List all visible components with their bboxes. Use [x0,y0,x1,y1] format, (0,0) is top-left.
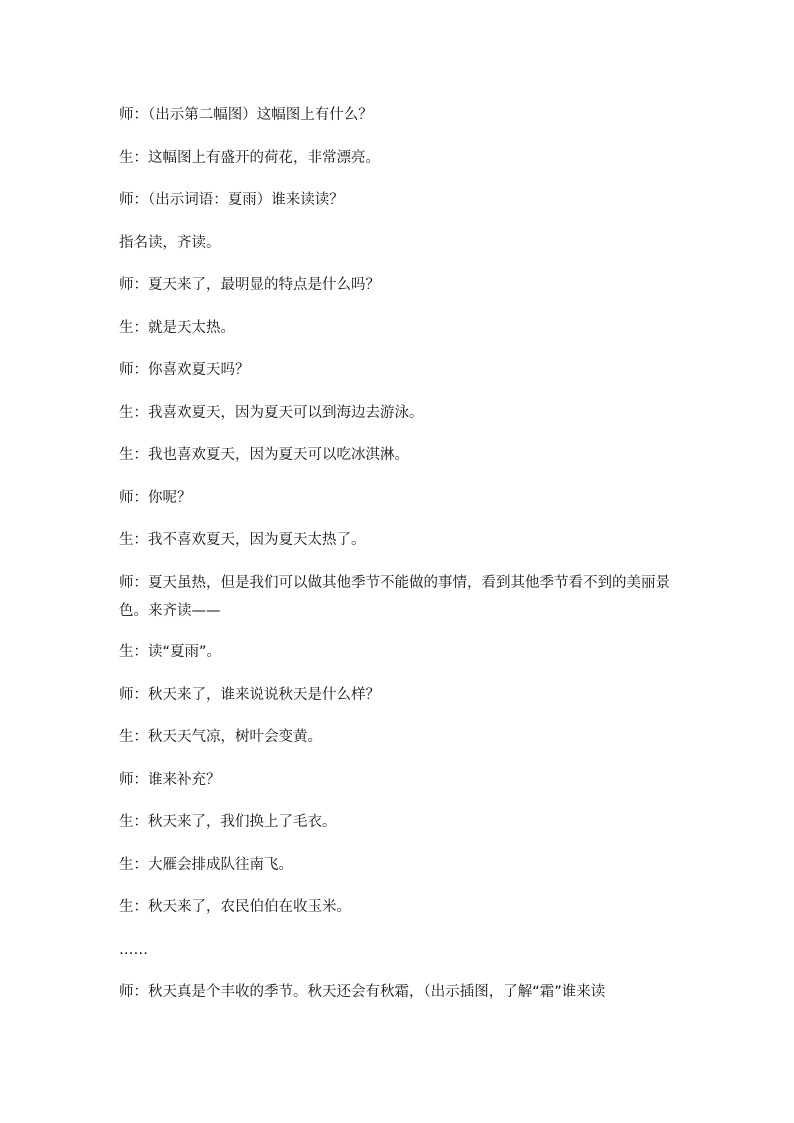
document-body [119,101,679,1021]
paragraph: 生：就是天太热。 [119,319,235,336]
paragraph: 生：大雁会排成队往南飞。 [119,856,293,873]
paragraph: 生：秋天来了，我们换上了毛衣。 [119,814,337,830]
paragraph: 生：我也喜欢夏天，因为夏天可以吃冰淇淋。 [119,447,409,463]
paragraph: 生：我喜欢夏天，因为夏天可以到海边去游泳。 [119,404,424,421]
paragraph: 生：秋天来了，农民伯伯在收玉米。 [119,899,351,915]
paragraph: 师：（出示第二幅图）这幅图上有什么？ [119,107,373,123]
paragraph: 生：读“夏雨”。 [119,644,222,660]
paragraph: 师：秋天来了，谁来说说秋天是什么样？ [119,686,380,703]
paragraph: 生：这幅图上有盛开的荷花，非常漂亮。 [119,149,380,166]
paragraph: 师：谁来补充？ [119,771,221,788]
paragraph: 师：夏天虽热，但是我们可以做其他季节不能做的事情，看到其他季节看不到的美丽景色。来齐读—— [119,574,670,619]
paragraph: 师：夏天来了，最明显的特点是什么吗？ [119,277,380,293]
paragraph: 生：秋天天气凉，树叶会变黄。 [119,729,322,745]
paragraph: 指名读，齐读。 [119,234,221,251]
paragraph: 生：我不喜欢夏天，因为夏天太热了。 [119,532,366,548]
paragraph: 师：秋天真是个丰收的季节。秋天还会有秋霜，（出示插图，了解“霜”谁来读 [119,984,606,1000]
paragraph: 师：你呢？ [119,489,192,506]
paragraph: 师：（出示词语：夏雨）谁来读读？ [119,192,344,208]
paragraph: 师：你喜欢夏天吗？ [119,362,250,378]
paragraph: …… [119,941,148,958]
